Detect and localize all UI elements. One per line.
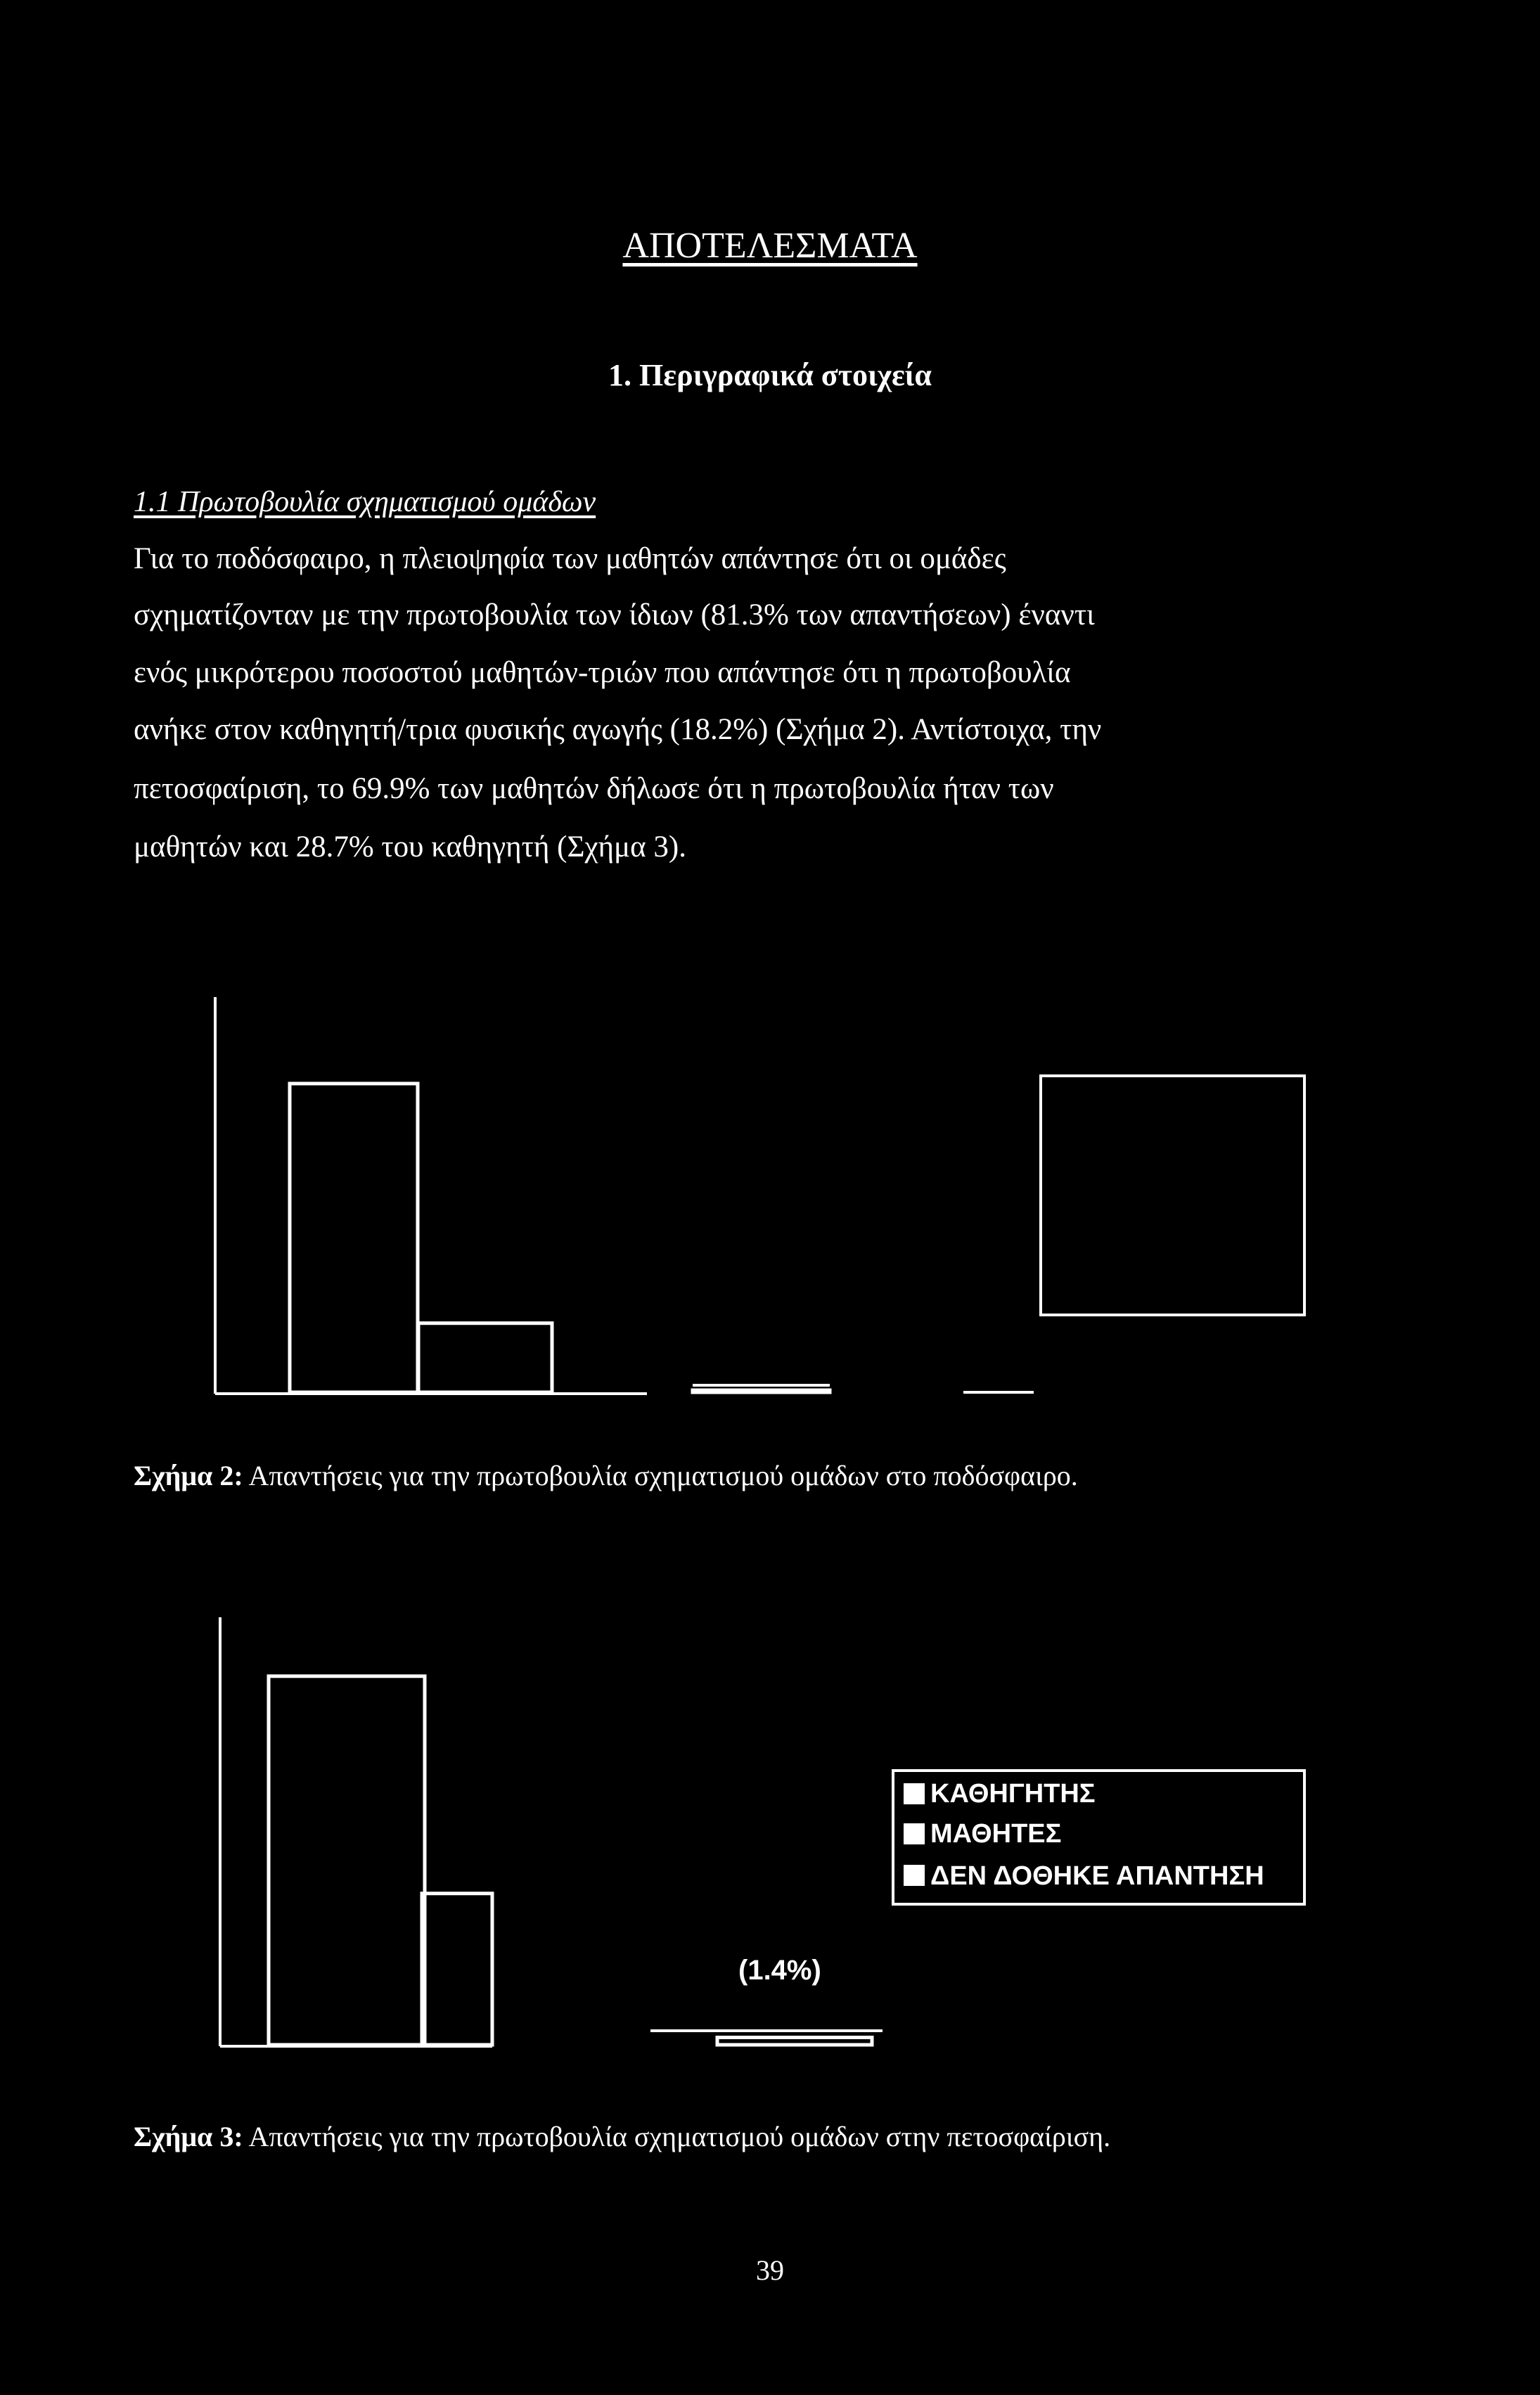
bar-1 bbox=[290, 1084, 418, 1392]
paragraph-line: σχηματίζονταν με την πρωτοβουλία των ίδιων (81.3% των απαντήσεων) έναντι bbox=[134, 598, 1095, 631]
legend-swatch bbox=[904, 1865, 925, 1886]
caption-text: Απαντήσεις για την πρωτοβουλία σχηματισμού ομάδων στην πετοσφαίριση. bbox=[243, 2121, 1111, 2152]
figure-2-caption bbox=[134, 1459, 1078, 1492]
paragraph-line: Για το ποδόσφαιρο, η πλειοψηφία των μαθητών απάντησε ότι οι ομάδες bbox=[134, 542, 1006, 575]
caption-text: Απαντήσεις για την πρωτοβουλία σχηματισμού ομάδων στο ποδόσφαιρο. bbox=[243, 1460, 1078, 1491]
legend-box bbox=[1041, 1076, 1304, 1315]
bar-2 bbox=[422, 1894, 492, 2045]
section-heading: 1. Περιγραφικά στοιχεία bbox=[608, 358, 932, 392]
legend-item bbox=[904, 1779, 1096, 1809]
bar-1 bbox=[269, 1676, 425, 2045]
subsection-heading: 1.1 Πρωτοβουλία σχηματισμού ομάδων bbox=[134, 486, 596, 518]
legend-item bbox=[904, 1819, 1061, 1849]
legend-label: ΔΕΝ ΔΟΘΗΚΕ ΑΠΑΝΤΗΣΗ bbox=[930, 1861, 1264, 1891]
legend-swatch bbox=[904, 1823, 925, 1844]
paragraph-line: πετοσφαίριση, το 69.9% των μαθητών δήλωσε ότι η πρωτοβουλία ήταν των bbox=[134, 772, 1054, 805]
caption-label: Σχήμα 3: bbox=[134, 2121, 243, 2152]
paragraph-line: ενός μικρότερου ποσοστού μαθητών-τριών που απάντησε ότι η πρωτοβουλία bbox=[134, 656, 1071, 689]
bar-2 bbox=[418, 1323, 552, 1392]
figure-3-caption bbox=[134, 2120, 1110, 2153]
page-number: 39 bbox=[756, 2254, 784, 2286]
bar-3 bbox=[693, 1390, 830, 1392]
legend-swatch bbox=[904, 1783, 925, 1804]
legend-item bbox=[904, 1861, 1264, 1891]
paragraph-line: μαθητών και 28.7% του καθηγητή (Σχήμα 3). bbox=[134, 830, 686, 863]
caption-label: Σχήμα 2: bbox=[134, 1460, 243, 1491]
legend-label: ΚΑΘΗΓΗΤΗΣ bbox=[930, 1779, 1096, 1809]
paragraph-line: ανήκε στον καθηγητή/τρια φυσικής αγωγής (18.2%) (Σχήμα 2). Αντίστοιχα, την bbox=[134, 713, 1102, 746]
page-title: ΑΠΟΤΕΛΕΣΜΑΤΑ bbox=[622, 226, 918, 266]
annotation-label: (1.4%) bbox=[738, 1955, 821, 1986]
legend-label: ΜΑΘΗΤΕΣ bbox=[930, 1819, 1062, 1849]
bar-3 bbox=[717, 2038, 872, 2046]
legend-box bbox=[893, 1771, 1304, 1904]
